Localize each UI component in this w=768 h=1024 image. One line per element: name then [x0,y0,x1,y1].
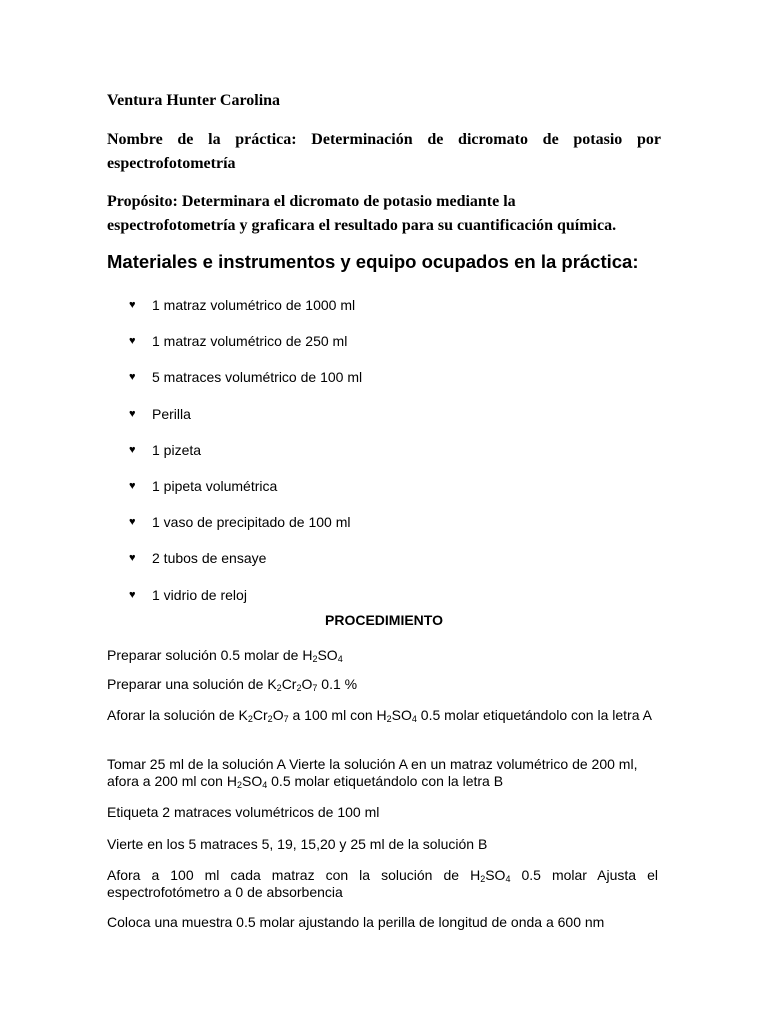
purpose-line: espectrofotometría y graficara el resultado para su cuantificación química. [107,217,617,234]
purpose-paragraph [107,190,661,238]
step-text: Afora a 100 ml cada matraz con la solución de [107,867,471,883]
heart-bullet-icon: ♥ [129,299,136,312]
material-label: Perilla [152,405,191,422]
list-item [129,396,362,432]
material-label: 1 vidrio de reloj [152,586,247,603]
list-item [129,468,362,504]
material-label: 1 pipeta volumétrica [152,478,278,495]
procedure-step [107,676,658,693]
material-label: 1 vaso de precipitado de 100 ml [152,514,351,531]
list-item [129,359,362,395]
material-label: 5 matraces volumétrico de 100 ml [152,369,363,386]
step-text: Aforar la solución de [107,707,239,723]
procedure-title: PROCEDIMIENTO [325,612,443,628]
procedure-step: Coloca una muestra 0.5 molar ajustando la perilla de longitud de onda a 600 nm [107,914,605,930]
formula-k2cr2o7: $K_2Cr_2O_7$ [267,676,318,693]
material-label: 2 tubos de ensaye [152,550,267,567]
procedure-step: Vierte en los 5 matraces 5, 19, 15,20 y 25 ml de la solución B [107,836,488,852]
practice-name: Nombre de la práctica: Determinación de dicromato de potasio por espectrofotometría [107,131,661,172]
procedure-step: Etiqueta 2 matraces volumétricos de 100 ml [107,804,380,820]
heart-bullet-icon: ♥ [129,552,136,565]
heart-bullet-icon: ♥ [129,588,136,601]
heart-bullet-icon: ♥ [129,407,136,420]
step-text: 0.5 molar etiquetándolo con la letra A [416,707,652,723]
material-label: 1 matraz volumétrico de 1000 ml [152,297,356,314]
list-item [129,432,362,468]
step-text: 0.1 % [317,676,358,692]
procedure-step [107,756,658,790]
step-text: Preparar una solución de [107,676,268,692]
heart-bullet-icon: ♥ [129,335,136,348]
step-text: 0.5 molar etiquetándolo con la letra B [267,773,504,789]
step-text: 0.5 molar Ajusta el espectrofotómetro a 0 de absorbencia [107,867,659,900]
material-label: 1 pizeta [152,441,202,458]
procedure-step [107,647,658,664]
procedure-step [107,707,658,724]
step-text: Tomar 25 ml de la solución A Vierte la solución A en un matraz volumétrico de 200 ml, afora a 200 ml con [107,756,638,789]
list-item [129,287,362,323]
list-item [129,323,362,359]
author-name: Ventura Hunter Carolina [107,92,281,109]
list-item [129,577,362,613]
heart-bullet-icon: ♥ [129,443,136,456]
formula-k2cr2o7: $K_2Cr_2O_7$ [238,707,289,724]
step-text: Preparar solución 0.5 molar de [107,647,303,663]
materials-list [129,287,362,613]
formula-h2so4: $H_2SO_4$ [302,647,343,664]
heart-bullet-icon: ♥ [129,516,136,529]
heart-bullet-icon: ♥ [129,480,136,493]
material-label: 1 matraz volumétrico de 250 ml [152,333,348,350]
formula-h2so4: $H_2SO_4$ [470,867,511,884]
formula-h2so4: $H_2SO_4$ [376,707,417,724]
list-item [129,540,362,576]
list-item [129,504,362,540]
materials-heading: Materiales e instrumentos y equipo ocupados en la práctica: [107,251,639,272]
step-text: a 100 ml con [288,707,377,723]
heart-bullet-icon: ♥ [129,371,136,384]
procedure-step [107,867,658,901]
purpose-line: Propósito: Determinara el dicromato de potasio mediante la [107,193,516,210]
formula-h2so4: $H_2SO_4$ [226,773,268,790]
